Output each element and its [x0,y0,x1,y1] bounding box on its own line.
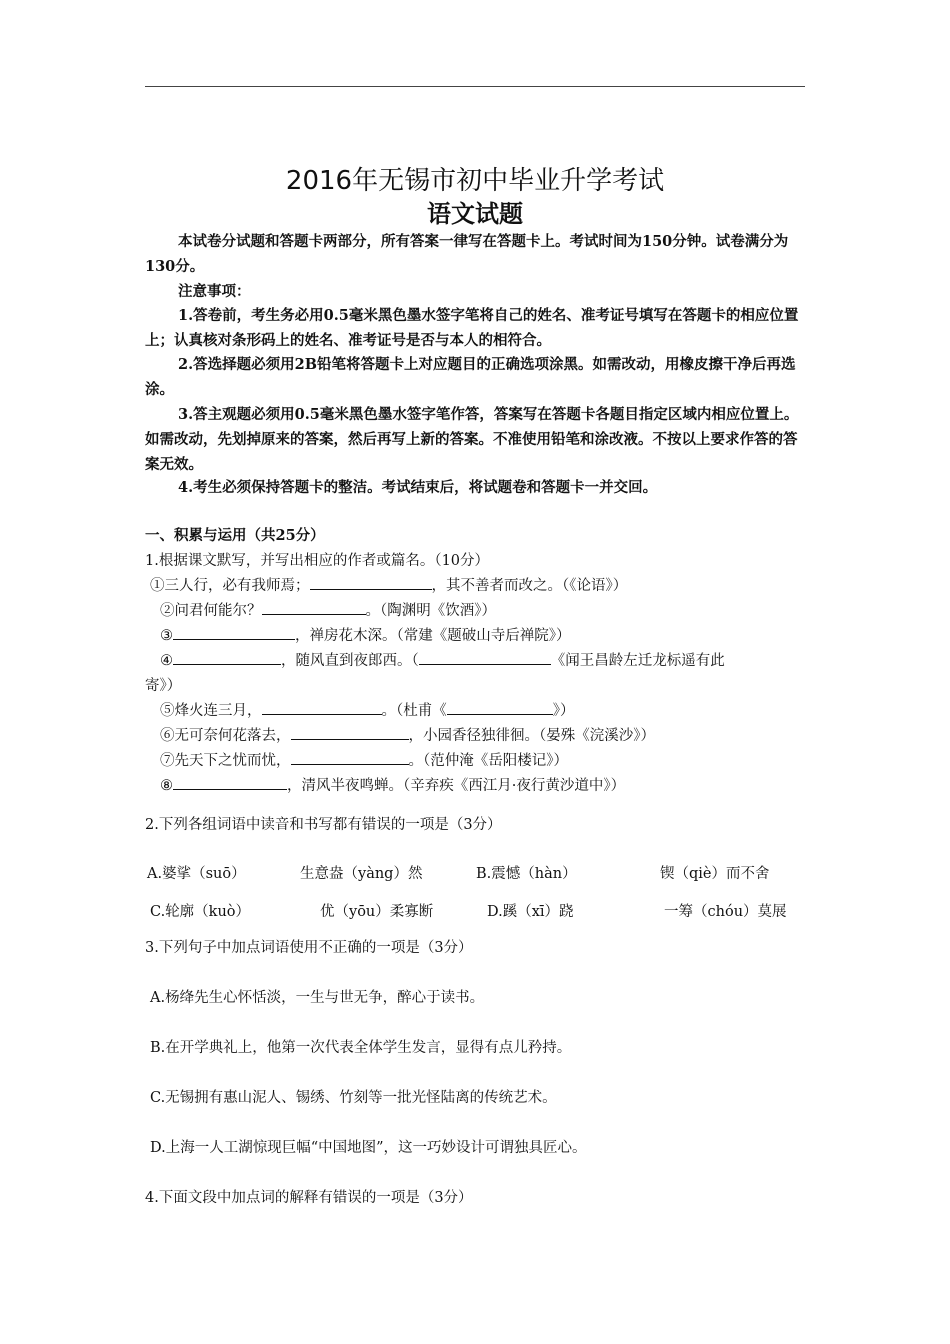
q1-line-7-text: ⑦先天下之忧而忧， [160,753,291,769]
question-3-stem: 3.下列句子中加点词语使用不正确的一项是（3分） [145,940,473,956]
q1-line-5-text: ⑤烽火连三月， [160,703,262,719]
q2-option-d-word2: 一筹（chóu）莫展 [664,904,787,920]
section-1-heading: 一、积累与运用（共25分） [145,527,325,544]
q1-line-1 [150,574,627,595]
q2-option-a-word2: 生意盎（yàng）然 [300,866,423,882]
header-rule [145,86,805,87]
note-4: 4.考生必须保持答题卡的整洁。考试结束后，将试题卷和答题卡一并交回。 [178,479,658,496]
q3-option-c[interactable]: C.无锡拥有惠山泥人、锡绣、竹刻等一批光怪陆离的传统艺术。 [150,1090,557,1106]
q1-line-1-text: ①三人行，必有我师焉； [150,578,310,594]
q1-line-8-text: ⑧ [160,778,173,794]
note-3: 3.答主观题必须用0.5毫米黑色墨水签字笔作答，答案写在答题卡各题目指定区域内相应位置上。如需改动，先划掉原来的答案，然后再写上新的答案。不准使用铅笔和涂改液。不按以上要求作答的答案无效。 [145,406,799,473]
q1-line-6-text: ⑥无可奈何花落去， [160,728,291,744]
q2-option-a[interactable]: A.婆挲（suō） [147,866,246,882]
q1-line-1-tail: ，其不善者而改之。（《论语》） [431,578,628,594]
q1-line-4 [160,649,725,670]
q1-line-5-tail: 》） [552,703,575,719]
q1-line-7 [160,749,568,770]
intro-paragraph: 本试卷分试题和答题卡两部分，所有答案一律写在答题卡上。考试时间为150分钟。试卷满分为130分。 [145,233,789,275]
q3-option-d[interactable]: D.上海一人工湖惊现巨幅“中国地图”，这一巧妙设计可谓独具匠心。 [150,1140,587,1156]
exam-subtitle: 语文试题 [427,200,523,228]
answer-blank[interactable] [419,650,551,665]
q1-line-8-tail: ，清风半夜鸣蝉。（辛弃疾《西江月·夜行黄沙道中》） [287,778,626,794]
q2-option-b[interactable]: B.震憾（hàn） [476,866,577,882]
answer-blank[interactable] [173,625,295,640]
q1-line-3-text: ③ [160,628,173,644]
answer-blank[interactable] [291,725,409,740]
answer-blank[interactable] [310,575,432,590]
q1-line-4-cont: 寄》） [145,678,182,694]
q2-option-c-word2: 优（yōu）柔寡断 [320,904,434,920]
q2-option-c[interactable]: C.轮廓（kuò） [150,904,251,920]
notes-heading: 注意事项： [178,283,251,300]
answer-blank[interactable] [173,650,281,665]
q1-line-3 [160,624,571,645]
q1-line-3-tail: ，禅房花木深。（常建《题破山寺后禅院》） [295,628,571,644]
q1-line-8 [160,774,625,795]
q1-line-4-mid: ，随风直到夜郎西。（ [281,653,419,669]
answer-blank[interactable] [173,775,287,790]
q2-option-d[interactable]: D.蹊（xī）跷 [487,904,574,920]
q1-line-6 [160,724,655,745]
q1-line-2-text: ②问君何能尔？ [160,603,262,619]
q1-line-4-tail: 《闻王昌龄左迁龙标遥有此 [550,653,725,669]
answer-blank[interactable] [447,700,553,715]
q2-option-b-word2: 锲（qiè）而不舍 [660,866,770,882]
q1-line-2-tail: 。（陶渊明《饮酒》） [365,603,496,619]
q1-line-5-mid: 。（杜甫《 [381,703,447,719]
answer-blank[interactable] [262,700,382,715]
note-1: 1.答卷前，考生务必用0.5毫米黑色墨水签字笔将自己的姓名、准考证号填写在答题卡的相应位置上；认真核对条形码上的姓名、准考证号是否与本人的相符合。 [145,307,799,349]
answer-blank[interactable] [291,750,409,765]
question-2-stem: 2.下列各组词语中读音和书写都有错误的一项是（3分） [145,817,502,833]
q3-option-a[interactable]: A.杨绛先生心怀恬淡，一生与世无争，醉心于读书。 [150,990,485,1006]
note-2: 2.答选择题必须用2B铅笔将答题卡上对应题目的正确选项涂黑。如需改动，用橡皮擦干净后再选涂。 [145,356,796,398]
q1-line-4-text: ④ [160,653,173,669]
q1-line-7-tail: 。（范仲淹《岳阳楼记》） [408,753,568,769]
answer-blank[interactable] [262,600,366,615]
question-1-stem: 1.根据课文默写，并写出相应的作者或篇名。（10分） [145,553,490,569]
q1-line-2 [160,599,496,620]
q1-line-5 [160,699,575,720]
q3-option-b[interactable]: B.在开学典礼上，他第一次代表全体学生发言，显得有点儿矜持。 [150,1040,572,1056]
exam-title: 2016年无锡市初中毕业升学考试 [285,166,665,196]
q1-line-6-tail: ，小园香径独徘徊。（晏殊《浣溪沙》） [408,728,655,744]
question-4-stem: 4.下面文段中加点词的解释有错误的一项是（3分） [145,1190,473,1206]
